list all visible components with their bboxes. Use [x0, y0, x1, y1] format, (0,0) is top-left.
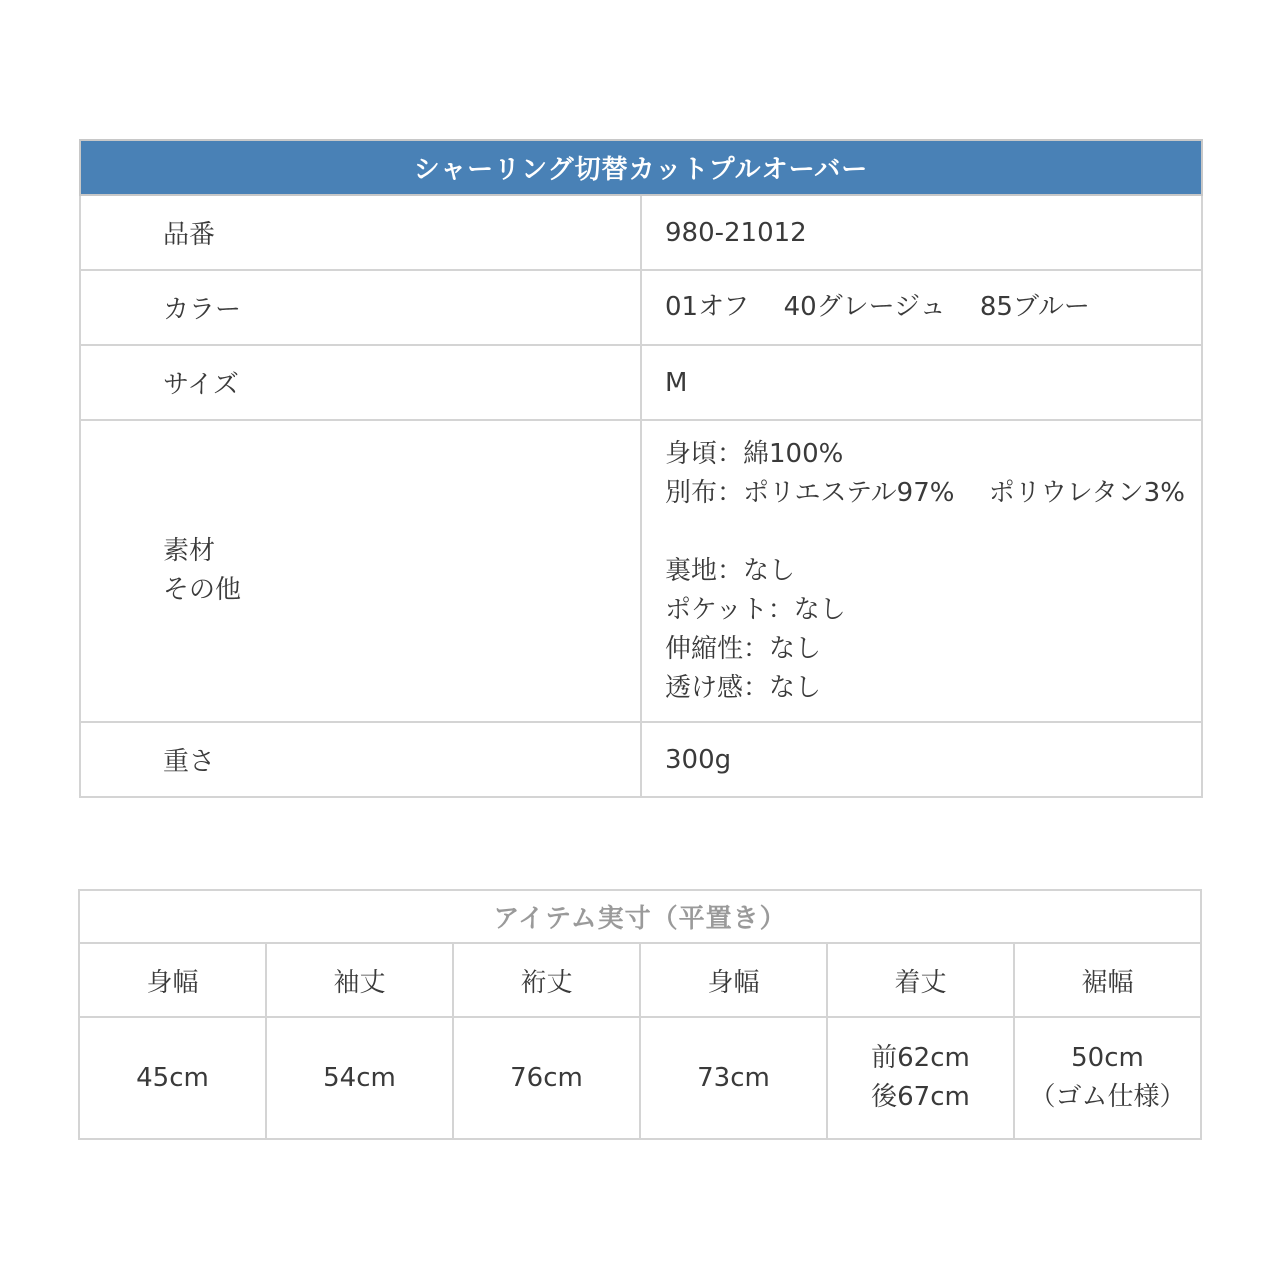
material-accent-fabric: 別布：ポリエステル97% ポリウレタン3% [665, 477, 1185, 508]
spec-row-material [80, 420, 1202, 722]
material-body: 身頃：綿100% [665, 438, 844, 469]
spacer [665, 513, 1201, 552]
header-sleeve-length: 袖丈 [266, 943, 453, 1017]
size-header-row [79, 943, 1201, 1017]
weight-value: 300g [641, 722, 1202, 797]
value-body-width-2-cell [640, 1017, 827, 1139]
product-title: シャーリング切替カットプルオーバー [80, 140, 1202, 195]
product-number-value: 980-21012 [641, 195, 1202, 270]
value-yuki-length: 76cm [510, 1062, 583, 1093]
header-body-width: 身幅 [79, 943, 266, 1017]
material-label: 素材 [163, 536, 216, 566]
spec-title-row [80, 140, 1202, 195]
header-total-length: 着丈 [827, 943, 1014, 1017]
lining-info: 裏地：なし [665, 555, 796, 586]
measurements-title: アイテム実寸（平置き） [79, 890, 1201, 943]
pocket-info: ポケット：なし [665, 594, 846, 625]
stretch-info: 伸縮性：なし [665, 633, 822, 664]
item-measurements-table [78, 889, 1202, 1140]
size-title-row [79, 890, 1201, 943]
value-front-length: 前62cm [871, 1043, 970, 1073]
header-yuki-length: 裄丈 [453, 943, 640, 1017]
spec-row-size [80, 345, 1202, 420]
spec-row-color [80, 270, 1202, 345]
other-label: その他 [163, 575, 242, 605]
value-body-width: 45cm [136, 1062, 209, 1093]
product-spec-table [79, 139, 1203, 798]
value-body-width-2: 73cm [697, 1062, 770, 1093]
material-value-cell [641, 420, 1202, 722]
color-value-cell [641, 270, 1202, 345]
value-hem-width-cell [1014, 1017, 1201, 1139]
spec-row-weight [80, 722, 1202, 797]
size-value-row [79, 1017, 1201, 1139]
size-value: M [641, 345, 1202, 420]
product-number-label: 品番 [80, 195, 641, 270]
value-yuki-length-cell [453, 1017, 640, 1139]
sheerness-info: 透け感：なし [665, 672, 822, 703]
value-hem-note: （ゴム仕様） [1029, 1082, 1186, 1112]
value-sleeve-length: 54cm [323, 1062, 396, 1093]
weight-label: 重さ [80, 722, 641, 797]
size-label: サイズ [80, 345, 641, 420]
value-hem-width: 50cm [1071, 1043, 1144, 1073]
value-back-length: 後67cm [871, 1082, 970, 1112]
header-body-width-2: 身幅 [640, 943, 827, 1017]
value-sleeve-length-cell [266, 1017, 453, 1139]
spec-row-product-number [80, 195, 1202, 270]
color-label: カラー [80, 270, 641, 345]
material-label-cell [80, 420, 641, 722]
color-value: 01オフ 40グレージュ 85ブルー [665, 292, 1090, 322]
value-total-length-cell [827, 1017, 1014, 1139]
value-body-width-cell [79, 1017, 266, 1139]
header-hem-width: 裾幅 [1014, 943, 1201, 1017]
